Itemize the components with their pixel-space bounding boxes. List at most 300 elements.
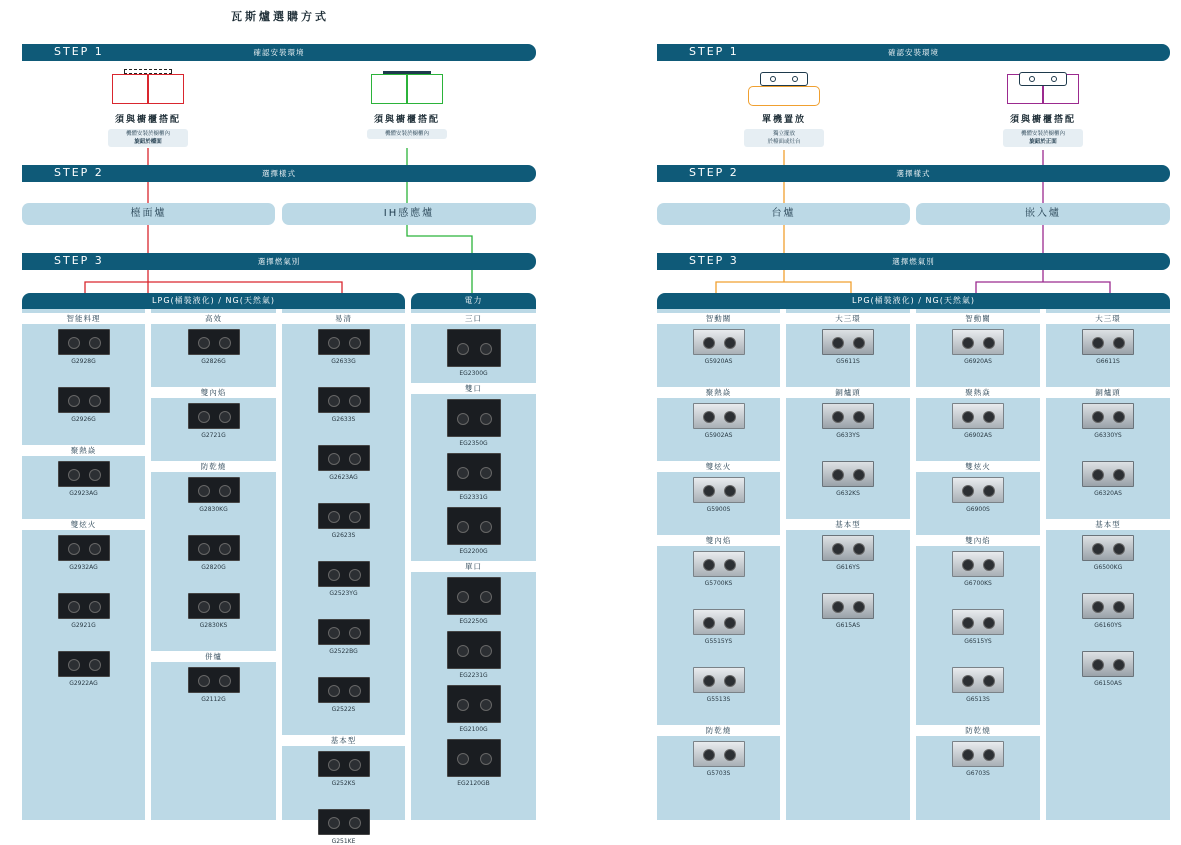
- product-image[interactable]: [1082, 651, 1134, 677]
- model-number: G5513S: [706, 696, 731, 703]
- product-image[interactable]: [58, 329, 110, 355]
- install-note-line2: 於檯面或灶台: [767, 139, 801, 145]
- category-label: 聚熱焱: [657, 387, 780, 398]
- product-image[interactable]: [58, 461, 110, 487]
- product-image[interactable]: [952, 329, 1004, 355]
- product-image[interactable]: [447, 399, 501, 437]
- burner-icon: [1113, 337, 1125, 349]
- burner-icon: [724, 617, 736, 629]
- burner-icon: [962, 675, 974, 687]
- product-item[interactable]: [151, 667, 276, 703]
- product-image[interactable]: [952, 551, 1004, 577]
- product-item[interactable]: [22, 535, 145, 571]
- product-image[interactable]: [1082, 461, 1134, 487]
- product-item[interactable]: [411, 453, 536, 501]
- install-note: [367, 129, 447, 139]
- burner-icon: [480, 521, 492, 533]
- product-image[interactable]: [952, 403, 1004, 429]
- product-item[interactable]: [786, 593, 910, 629]
- product-image[interactable]: [58, 651, 110, 677]
- product-column: [916, 309, 1040, 820]
- step-text: 確認安裝環境: [888, 48, 939, 57]
- product-image[interactable]: [447, 631, 501, 669]
- burner-icon: [1092, 543, 1104, 555]
- model-number: G6902AS: [964, 432, 992, 439]
- page-title: 瓦斯爐選購方式: [231, 10, 329, 23]
- style-option[interactable]: 嵌入爐: [916, 203, 1170, 225]
- step-label: STEP 1: [689, 45, 739, 58]
- product-image[interactable]: [188, 593, 240, 619]
- model-number: G6900S: [966, 506, 990, 513]
- model-number: G6330YS: [1094, 432, 1122, 439]
- product-item[interactable]: [786, 403, 910, 439]
- install-note-line2: 旋鈕於正面: [1029, 139, 1057, 145]
- burner-icon: [349, 511, 361, 523]
- burner-icon: [724, 749, 736, 761]
- install-note: [744, 129, 824, 147]
- product-image[interactable]: [447, 739, 501, 777]
- left-step1-bar: [22, 44, 536, 61]
- model-number: G2932AG: [69, 564, 98, 571]
- product-image[interactable]: [447, 577, 501, 615]
- product-image[interactable]: [1082, 403, 1134, 429]
- product-column: [151, 309, 276, 820]
- category-label: 雙內焰: [151, 387, 276, 398]
- burner-icon: [349, 395, 361, 407]
- product-column: [22, 309, 145, 820]
- burner-icon: [328, 569, 340, 581]
- category-label: 智動關: [657, 313, 780, 324]
- install-title: 須與櫥櫃搭配: [114, 115, 181, 125]
- product-item[interactable]: [657, 609, 780, 645]
- burner-icon: [983, 559, 995, 571]
- step-text: 選擇燃氣別: [892, 257, 935, 266]
- product-image[interactable]: [822, 461, 874, 487]
- model-number: G5900S: [706, 506, 731, 513]
- product-item[interactable]: [282, 809, 405, 845]
- burner-icon: [457, 467, 469, 479]
- burner-icon: [962, 559, 974, 571]
- product-item[interactable]: [282, 751, 405, 787]
- category-label: 銅爐頭: [1046, 387, 1170, 398]
- burner-icon: [328, 395, 340, 407]
- style-option[interactable]: 檯面爐: [22, 203, 275, 225]
- product-item[interactable]: [657, 741, 780, 777]
- burner-icon: [853, 601, 865, 613]
- product-item[interactable]: [22, 651, 145, 687]
- category-label: 併爐: [151, 651, 276, 662]
- product-item[interactable]: [786, 461, 910, 497]
- burner-icon: [983, 617, 995, 629]
- product-item[interactable]: [282, 503, 405, 539]
- model-number: G6160YS: [1094, 622, 1122, 629]
- burner-icon: [219, 337, 231, 349]
- burner-icon: [703, 337, 715, 349]
- product-image[interactable]: [188, 535, 240, 561]
- category-label: 易清: [282, 313, 405, 324]
- product-item[interactable]: [282, 329, 405, 365]
- product-item[interactable]: [151, 329, 276, 365]
- burner-icon: [480, 343, 492, 355]
- category-label: 雙內焰: [657, 535, 780, 546]
- burner-icon: [89, 337, 101, 349]
- burner-icon: [89, 659, 101, 671]
- product-item[interactable]: [657, 477, 780, 513]
- category-label: 基本型: [1046, 519, 1170, 530]
- left-step2-bar: [22, 165, 536, 182]
- product-image[interactable]: [318, 561, 370, 587]
- category-label: 大三環: [1046, 313, 1170, 324]
- product-item[interactable]: [22, 593, 145, 629]
- product-column: [1046, 309, 1170, 820]
- product-item[interactable]: [411, 685, 536, 733]
- product-image[interactable]: [318, 619, 370, 645]
- model-number: G5703S: [706, 770, 731, 777]
- burner-icon: [1092, 469, 1104, 481]
- product-image[interactable]: [447, 685, 501, 723]
- install-option[interactable]: [357, 66, 457, 139]
- product-item[interactable]: [22, 329, 145, 365]
- category-label: 基本型: [786, 519, 910, 530]
- install-note-line1: 機體安裝於櫥櫃內: [384, 131, 429, 137]
- step-text: 選擇燃氣別: [257, 257, 301, 266]
- product-item[interactable]: [151, 403, 276, 439]
- model-number: G6700KS: [964, 580, 992, 587]
- burner-icon: [724, 559, 736, 571]
- burner-icon: [832, 543, 844, 555]
- burner-icon: [457, 591, 469, 603]
- model-number: G2922AG: [69, 680, 98, 687]
- product-item[interactable]: [411, 329, 536, 377]
- model-number: G2523YG: [329, 590, 358, 597]
- model-number: G2926G: [71, 416, 96, 423]
- product-item[interactable]: [282, 387, 405, 423]
- burner-icon: [89, 395, 101, 407]
- product-item[interactable]: [1046, 651, 1170, 687]
- model-number: G2623S: [331, 532, 356, 539]
- product-image[interactable]: [693, 551, 745, 577]
- burner-icon: [853, 543, 865, 555]
- gas-type-header: LPG(桶裝液化) / NG(天然氣): [657, 293, 1170, 309]
- cabinet-icon: [98, 66, 198, 108]
- right-step3-bar: [657, 253, 1170, 270]
- model-number: G6611S: [1096, 358, 1120, 365]
- burner-icon: [219, 675, 231, 687]
- burner-icon: [853, 337, 865, 349]
- product-image[interactable]: [58, 593, 110, 619]
- model-number: G6513S: [966, 696, 990, 703]
- product-image[interactable]: [952, 477, 1004, 503]
- model-number: EG2120GB: [457, 780, 490, 787]
- burner-icon: [1113, 601, 1125, 613]
- product-image[interactable]: [693, 741, 745, 767]
- product-image[interactable]: [318, 445, 370, 471]
- product-item[interactable]: [916, 403, 1040, 439]
- product-image[interactable]: [693, 477, 745, 503]
- product-image[interactable]: [188, 403, 240, 429]
- category-label: 雙炫火: [22, 519, 145, 530]
- model-number: G2820G: [201, 564, 226, 571]
- product-item[interactable]: [1046, 461, 1170, 497]
- product-item[interactable]: [151, 535, 276, 571]
- model-number: EG2300G: [459, 370, 488, 377]
- product-item[interactable]: [657, 551, 780, 587]
- right-step1-bar: [657, 44, 1170, 61]
- product-item[interactable]: [282, 677, 405, 713]
- burner-icon: [328, 685, 340, 697]
- product-image[interactable]: [1082, 535, 1134, 561]
- product-image[interactable]: [188, 477, 240, 503]
- install-note: [1003, 129, 1083, 147]
- product-item[interactable]: [411, 399, 536, 447]
- model-number: G633YS: [836, 432, 860, 439]
- category-label: 單口: [411, 561, 536, 572]
- stove-icon: [734, 66, 834, 108]
- model-number: G2623AG: [329, 474, 358, 481]
- burner-icon: [724, 485, 736, 497]
- product-image[interactable]: [188, 667, 240, 693]
- burner-icon: [198, 411, 210, 423]
- burner-icon: [349, 759, 361, 771]
- style-option[interactable]: 台爐: [657, 203, 910, 225]
- install-note-line1: 機體安裝於櫥櫃內: [1020, 131, 1065, 137]
- model-number: G615AS: [835, 622, 860, 629]
- product-item[interactable]: [916, 477, 1040, 513]
- category-label: 雙口: [411, 383, 536, 394]
- burner-icon: [703, 617, 715, 629]
- product-item[interactable]: [151, 477, 276, 513]
- product-item[interactable]: [657, 403, 780, 439]
- builtin-stove-icon: [993, 66, 1093, 108]
- model-number: G251KE: [331, 838, 356, 845]
- product-image[interactable]: [822, 593, 874, 619]
- burner-icon: [219, 411, 231, 423]
- burner-icon: [962, 485, 974, 497]
- category-label: 防乾燒: [657, 725, 780, 736]
- product-item[interactable]: [151, 593, 276, 629]
- category-label: 防乾燒: [151, 461, 276, 472]
- burner-icon: [68, 395, 80, 407]
- burner-icon: [219, 601, 231, 613]
- burner-icon: [89, 543, 101, 555]
- product-image[interactable]: [693, 609, 745, 635]
- product-image[interactable]: [822, 535, 874, 561]
- model-number: G5700KS: [704, 580, 733, 587]
- product-image[interactable]: [58, 535, 110, 561]
- model-number: G2826G: [201, 358, 226, 365]
- product-image[interactable]: [693, 403, 745, 429]
- product-item[interactable]: [1046, 403, 1170, 439]
- product-item[interactable]: [657, 329, 780, 365]
- product-image[interactable]: [822, 403, 874, 429]
- product-image[interactable]: [1082, 329, 1134, 355]
- gas-type-header: LPG(桶裝液化) / NG(天然氣): [22, 293, 405, 309]
- category-label: 高效: [151, 313, 276, 324]
- step-label: STEP 1: [54, 45, 104, 58]
- burner-icon: [1092, 601, 1104, 613]
- model-number: EG2200G: [459, 548, 488, 555]
- burner-icon: [68, 469, 80, 481]
- product-item[interactable]: [411, 507, 536, 555]
- step-text: 確認安裝環境: [253, 48, 305, 57]
- burner-icon: [983, 675, 995, 687]
- product-item[interactable]: [1046, 329, 1170, 365]
- model-number: G6920AS: [964, 358, 992, 365]
- burner-icon: [1092, 659, 1104, 671]
- model-number: G2923AG: [69, 490, 98, 497]
- model-number: EG2231G: [459, 672, 488, 679]
- burner-icon: [724, 675, 736, 687]
- product-item[interactable]: [282, 619, 405, 655]
- install-option[interactable]: [98, 66, 198, 147]
- model-number: EG2250G: [459, 618, 488, 625]
- product-item[interactable]: [916, 741, 1040, 777]
- burner-icon: [703, 675, 715, 687]
- model-number: G2633S: [331, 416, 356, 423]
- burner-icon: [962, 411, 974, 423]
- product-item[interactable]: [411, 739, 536, 787]
- product-image[interactable]: [952, 741, 1004, 767]
- burner-icon: [1092, 411, 1104, 423]
- model-number: G252KS: [331, 780, 356, 787]
- model-number: EG2331G: [459, 494, 488, 501]
- burner-icon: [198, 543, 210, 555]
- style-option[interactable]: IH感應爐: [282, 203, 536, 225]
- product-item[interactable]: [411, 577, 536, 625]
- product-column: [657, 309, 780, 820]
- install-note-line2: 旋鈕於檯面: [134, 139, 162, 145]
- model-number: G6320AS: [1094, 490, 1122, 497]
- product-image[interactable]: [693, 329, 745, 355]
- burner-icon: [962, 617, 974, 629]
- step-label: STEP 3: [54, 254, 104, 267]
- burner-icon: [198, 675, 210, 687]
- product-item[interactable]: [916, 329, 1040, 365]
- burner-icon: [983, 749, 995, 761]
- burner-icon: [480, 645, 492, 657]
- burner-icon: [89, 469, 101, 481]
- install-title: 須與櫥櫃搭配: [1009, 115, 1076, 125]
- product-image[interactable]: [447, 507, 501, 545]
- burner-icon: [853, 411, 865, 423]
- install-title: 單機置放: [761, 115, 806, 125]
- product-item[interactable]: [1046, 535, 1170, 571]
- category-label: 智動關: [916, 313, 1040, 324]
- burner-icon: [349, 685, 361, 697]
- burner-icon: [457, 753, 469, 765]
- category-label: 聚熱焱: [22, 445, 145, 456]
- step-label: STEP 2: [54, 166, 104, 179]
- product-image[interactable]: [447, 329, 501, 367]
- product-item[interactable]: [786, 535, 910, 571]
- step-label: STEP 3: [689, 254, 739, 267]
- product-item[interactable]: [916, 551, 1040, 587]
- burner-icon: [349, 627, 361, 639]
- product-item[interactable]: [916, 667, 1040, 703]
- burner-icon: [703, 485, 715, 497]
- burner-icon: [703, 559, 715, 571]
- burner-icon: [724, 411, 736, 423]
- model-number: G616YS: [836, 564, 860, 571]
- product-item[interactable]: [786, 329, 910, 365]
- product-item[interactable]: [657, 667, 780, 703]
- burner-icon: [480, 753, 492, 765]
- product-image[interactable]: [693, 667, 745, 693]
- product-image[interactable]: [1082, 593, 1134, 619]
- model-number: EG2350G: [459, 440, 488, 447]
- burner-icon: [480, 467, 492, 479]
- model-number: G2830KS: [199, 622, 228, 629]
- right-step2-bar: [657, 165, 1170, 182]
- install-note: [108, 129, 188, 147]
- burner-icon: [68, 543, 80, 555]
- model-number: G2522BG: [329, 648, 358, 655]
- product-image[interactable]: [58, 387, 110, 413]
- product-image[interactable]: [318, 503, 370, 529]
- burner-icon: [349, 337, 361, 349]
- model-number: G6703S: [966, 770, 990, 777]
- product-image[interactable]: [318, 677, 370, 703]
- product-image[interactable]: [318, 329, 370, 355]
- product-image[interactable]: [318, 387, 370, 413]
- model-number: G6515YS: [964, 638, 992, 645]
- burner-icon: [198, 601, 210, 613]
- burner-icon: [328, 759, 340, 771]
- burner-icon: [198, 337, 210, 349]
- burner-icon: [89, 601, 101, 613]
- cabinet-icon: [357, 66, 457, 108]
- product-image[interactable]: [188, 329, 240, 355]
- model-number: G2830KG: [199, 506, 228, 513]
- product-image[interactable]: [318, 751, 370, 777]
- burner-icon: [349, 817, 361, 829]
- category-label: 防乾燒: [916, 725, 1040, 736]
- product-image[interactable]: [952, 609, 1004, 635]
- product-image[interactable]: [822, 329, 874, 355]
- product-item[interactable]: [916, 609, 1040, 645]
- burner-icon: [480, 699, 492, 711]
- model-number: G632KS: [836, 490, 860, 497]
- category-label: 銅爐頭: [786, 387, 910, 398]
- burner-icon: [983, 337, 995, 349]
- left-step3-bar: [22, 253, 536, 270]
- category-label: 三口: [411, 313, 536, 324]
- install-option[interactable]: [993, 66, 1093, 147]
- burner-icon: [219, 485, 231, 497]
- burner-icon: [962, 337, 974, 349]
- model-number: G2112G: [201, 696, 226, 703]
- model-number: G6150AS: [1094, 680, 1122, 687]
- product-image[interactable]: [952, 667, 1004, 693]
- burner-icon: [328, 627, 340, 639]
- product-item[interactable]: [22, 461, 145, 497]
- install-option[interactable]: [734, 66, 834, 147]
- burner-icon: [198, 485, 210, 497]
- product-item[interactable]: [411, 631, 536, 679]
- category-label: 雙炫火: [916, 461, 1040, 472]
- product-item[interactable]: [1046, 593, 1170, 629]
- product-item[interactable]: [22, 387, 145, 423]
- model-number: G2633G: [331, 358, 356, 365]
- category-label: 雙炫火: [657, 461, 780, 472]
- product-image[interactable]: [318, 809, 370, 835]
- product-image[interactable]: [447, 453, 501, 491]
- step-text: 選擇樣式: [896, 169, 931, 178]
- product-item[interactable]: [282, 561, 405, 597]
- product-item[interactable]: [282, 445, 405, 481]
- burner-icon: [832, 469, 844, 481]
- burner-icon: [457, 343, 469, 355]
